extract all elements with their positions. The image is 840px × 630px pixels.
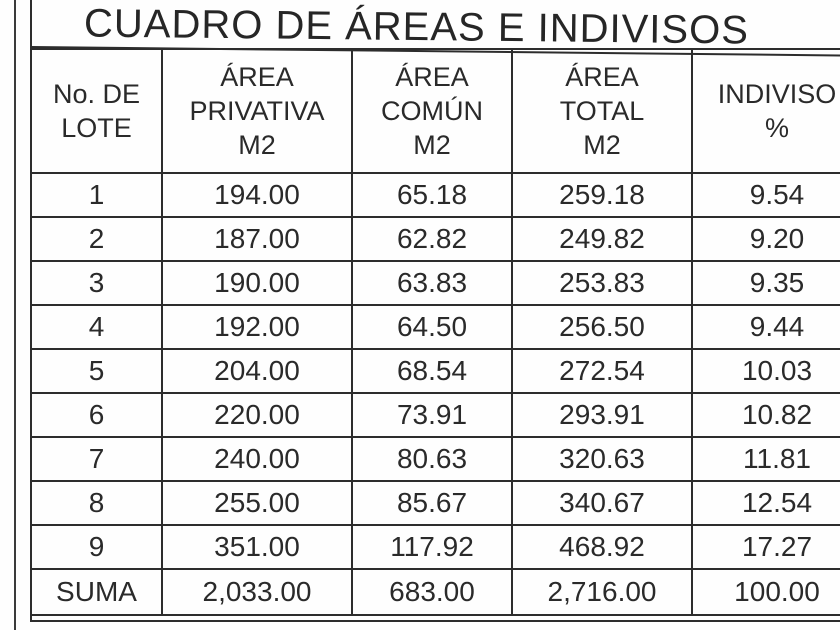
cell-area-privativa: 192.00: [162, 305, 352, 349]
sum-area-privativa: 2,033.00: [162, 569, 352, 615]
areas-table: [32, 48, 840, 616]
cell-lote: 1: [32, 173, 162, 217]
cell-area-comun: 68.54: [352, 349, 512, 393]
header-row: [32, 49, 840, 173]
cell-area-comun: 73.91: [352, 393, 512, 437]
header-lote-line: No. DE: [52, 79, 141, 109]
cell-lote: 2: [32, 217, 162, 261]
cell-area-privativa: 240.00: [162, 437, 352, 481]
cell-area-total: 256.50: [512, 305, 692, 349]
table-row: [32, 305, 840, 349]
cell-area-total: 259.18: [512, 173, 692, 217]
cell-lote: 3: [32, 261, 162, 305]
header-indiviso-line: INDIVISO: [717, 79, 837, 109]
cell-area-total: 468.92: [512, 525, 692, 569]
table-row: [32, 393, 840, 437]
sum-area-total: 2,716.00: [512, 569, 692, 615]
cell-area-privativa: 255.00: [162, 481, 352, 525]
cell-area-privativa: 190.00: [162, 261, 352, 305]
cell-lote: 6: [32, 393, 162, 437]
margin-rule: [14, 0, 16, 630]
cell-area-privativa: 204.00: [162, 349, 352, 393]
header-comun-line: M2: [413, 130, 451, 160]
header-area-comun: [352, 49, 512, 173]
table-row: [32, 349, 840, 393]
header-total-line: ÁREA: [565, 62, 639, 92]
header-total-line: TOTAL: [559, 96, 645, 126]
cell-indiviso: 9.35: [692, 261, 840, 305]
cell-indiviso: 12.54: [692, 481, 840, 525]
cell-lote: 8: [32, 481, 162, 525]
table-row: [32, 525, 840, 569]
cell-area-comun: 63.83: [352, 261, 512, 305]
cell-lote: 5: [32, 349, 162, 393]
header-privativa-line: M2: [238, 130, 276, 160]
cell-area-privativa: 351.00: [162, 525, 352, 569]
cell-indiviso: 17.27: [692, 525, 840, 569]
table-row: [32, 437, 840, 481]
table-row: [32, 481, 840, 525]
sum-row: [32, 569, 840, 615]
cell-lote: 4: [32, 305, 162, 349]
header-area-total: [512, 49, 692, 173]
table-row: [32, 261, 840, 305]
cell-indiviso: 10.03: [692, 349, 840, 393]
cell-indiviso: 11.81: [692, 437, 840, 481]
cell-area-comun: 62.82: [352, 217, 512, 261]
sum-label: SUMA: [32, 569, 162, 615]
table-row: [32, 173, 840, 217]
cell-area-total: 253.83: [512, 261, 692, 305]
cell-area-privativa: 194.00: [162, 173, 352, 217]
sum-indiviso: 100.00: [692, 569, 840, 615]
cell-area-comun: 85.67: [352, 481, 512, 525]
header-indiviso: [692, 49, 840, 173]
cell-area-privativa: 187.00: [162, 217, 352, 261]
cell-area-comun: 80.63: [352, 437, 512, 481]
cell-area-comun: 64.50: [352, 305, 512, 349]
page-title: CUADRO DE ÁREAS E INDIVISOS: [32, 0, 840, 57]
cell-area-comun: 117.92: [352, 525, 512, 569]
cell-indiviso: 9.44: [692, 305, 840, 349]
cell-indiviso: 9.20: [692, 217, 840, 261]
header-privativa-line: PRIVATIVA: [189, 96, 325, 126]
header-privativa-line: ÁREA: [220, 62, 294, 92]
cell-area-total: 320.63: [512, 437, 692, 481]
cell-area-total: 340.67: [512, 481, 692, 525]
cell-indiviso: 9.54: [692, 173, 840, 217]
cell-area-comun: 65.18: [352, 173, 512, 217]
cell-area-total: 249.82: [512, 217, 692, 261]
area-table-sheet: [30, 0, 840, 622]
cell-lote: 7: [32, 437, 162, 481]
header-lote: [32, 49, 162, 173]
header-area-privativa: [162, 49, 352, 173]
header-comun-line: COMÚN: [381, 96, 483, 126]
cell-indiviso: 10.82: [692, 393, 840, 437]
cell-area-privativa: 220.00: [162, 393, 352, 437]
header-lote-line: LOTE: [61, 113, 132, 143]
header-total-line: M2: [583, 130, 621, 160]
table-row: [32, 217, 840, 261]
header-indiviso-line: %: [764, 113, 789, 143]
sum-area-comun: 683.00: [352, 569, 512, 615]
header-comun-line: ÁREA: [395, 62, 469, 92]
cell-lote: 9: [32, 525, 162, 569]
cell-area-total: 293.91: [512, 393, 692, 437]
cell-area-total: 272.54: [512, 349, 692, 393]
